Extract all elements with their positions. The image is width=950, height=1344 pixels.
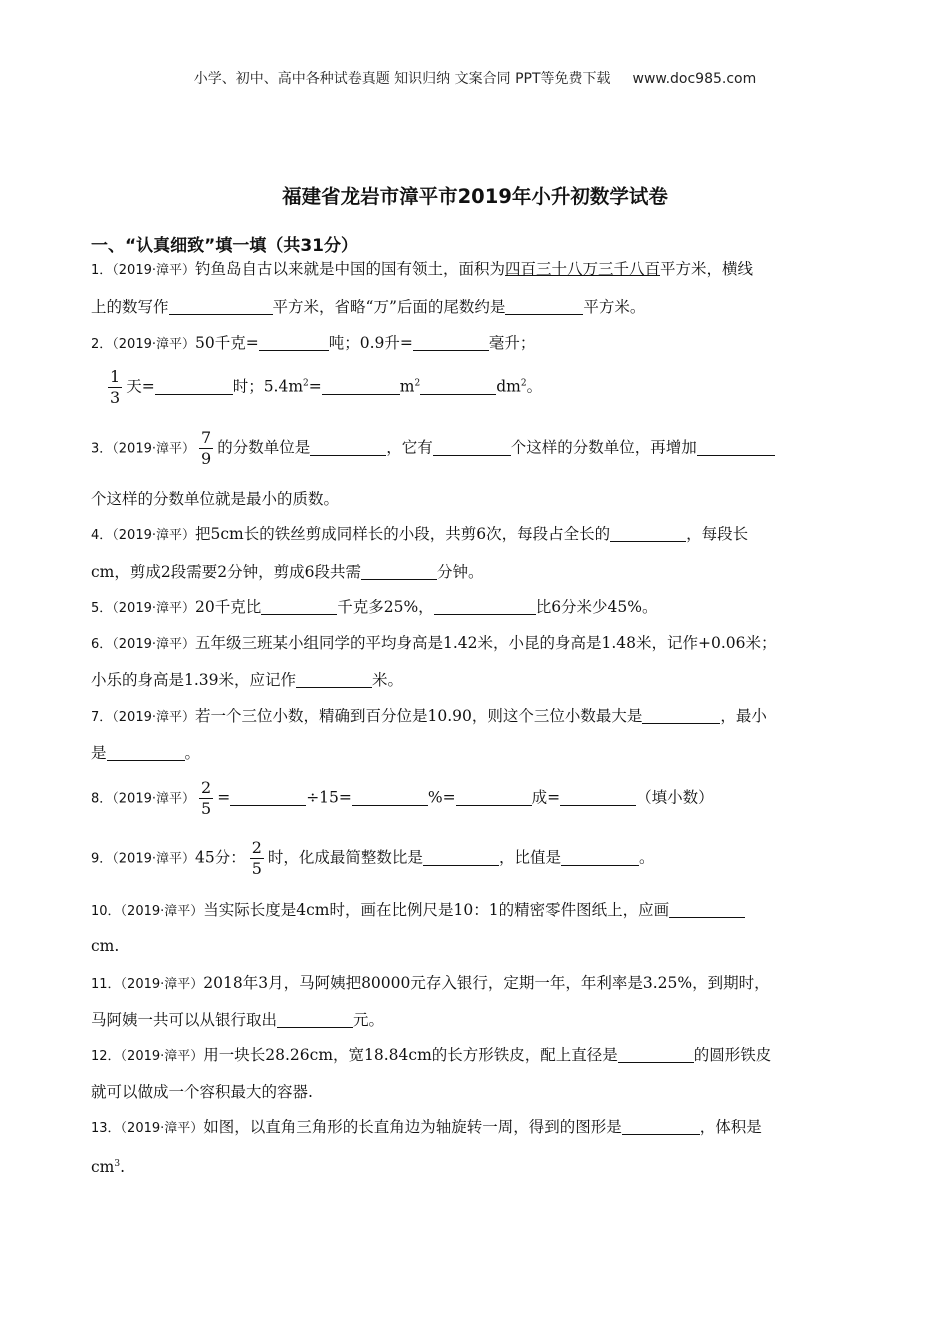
fraction-numerator: 2 [251,838,262,857]
question-number: 8． [91,791,113,807]
question-text: 小乐的身高是1.39米，应记作 [91,671,297,689]
fraction-denominator: 3 [110,388,121,407]
answer-blank[interactable] [642,707,720,724]
question-number: 7． [91,710,113,725]
answer-blank[interactable] [230,789,306,806]
question-text: %= [427,788,456,807]
question-text: m [399,377,415,396]
question-source: （2019·漳平） [112,791,195,807]
page-header [0,68,950,88]
question-text: . [120,1158,126,1177]
question-source: （2019·漳平） [112,601,195,616]
superscript: 2 [303,378,309,389]
answer-blank[interactable] [413,334,489,351]
answer-blank[interactable] [433,439,511,456]
answer-blank[interactable] [277,1011,353,1028]
question-text: 的圆形铁皮 [693,1046,772,1064]
question-text: dm [496,377,521,396]
question-4 [91,524,748,546]
fraction-numerator: 7 [201,428,212,447]
superscript: 3 [114,1159,121,1169]
section-heading: 一、“认真细致”填一填（共31分） [91,236,359,256]
fraction [250,838,264,879]
question-13-cont [91,1154,125,1177]
question-source: （2019·漳平） [120,1121,204,1136]
question-1 [91,259,753,281]
question-text: 毫升； [488,334,536,352]
superscript: 2 [414,378,421,389]
question-4-cont [91,562,483,582]
question-6 [91,633,777,655]
answer-blank[interactable] [456,789,532,806]
question-text: 成= [531,788,561,807]
fraction-numerator: 1 [110,367,121,386]
answer-blank[interactable] [296,671,372,688]
question-source: （2019·漳平） [112,337,195,352]
question-text: 20千克比 [195,598,262,616]
question-3 [91,428,775,469]
question-text: 时，化成最简整数比是 [267,848,423,867]
question-text: 。 [526,377,543,396]
question-text: cm，剪成2段需要2分钟，剪成6段共需 [91,563,361,581]
question-source: （2019·漳平） [120,904,204,919]
question-text: 平方米。 [583,298,646,316]
question-text: ，比值是 [498,848,561,867]
question-number: 9． [91,851,113,867]
question-7-cont [91,743,200,763]
question-text: 千克多25%， [337,598,434,616]
question-number: 3． [91,441,113,457]
answer-blank[interactable] [107,744,185,761]
question-number: 6． [91,637,113,652]
fraction [199,778,213,819]
question-text: 把5cm长的铁丝剪成同样长的小段，共剪6次，每段占全长的 [195,525,611,543]
fraction [108,367,122,408]
question-source: （2019·漳平） [112,528,195,543]
underlined-text: 四百三十八万三千八百 [505,260,661,278]
fraction-denominator: 5 [251,859,262,878]
question-text: 若一个三位小数，精确到百分位是10.90，则这个三位小数最大是 [195,707,643,725]
question-number: 2． [91,337,113,352]
question-text: cm. [91,937,120,955]
question-number: 13． [91,1121,121,1136]
question-source: （2019·漳平） [112,637,195,652]
superscript: 2 [520,378,527,389]
question-1-cont [91,297,645,317]
question-number: 1． [91,263,113,278]
question-10 [91,900,745,922]
question-6-cont [91,670,403,690]
question-number: 12． [91,1049,121,1064]
question-12-cont [91,1082,313,1102]
fraction-numerator: 2 [201,778,212,797]
answer-blank[interactable] [261,598,337,615]
answer-blank[interactable] [423,849,499,866]
question-text: ，每段长 [686,525,749,543]
question-source: （2019·漳平） [112,441,195,457]
question-text: 如图，以直角三角形的长直角边为轴旋转一周，得到的图形是 [203,1118,622,1136]
question-text: 就可以做成一个容积最大的容器. [91,1083,313,1101]
question-source: （2019·漳平） [120,1049,204,1064]
question-text: 时；5.4m [232,377,304,396]
answer-blank[interactable] [560,789,636,806]
answer-blank[interactable] [669,901,745,918]
question-text: 当实际长度是4cm时，画在比例尺是10：1的精密零件图纸上，应画 [203,901,670,919]
fraction-denominator: 9 [201,449,212,468]
question-12 [91,1045,771,1067]
question-text: = [217,788,231,807]
question-text: 。 [184,744,201,762]
header-url[interactable]: www.doc985.com [632,71,757,87]
answer-blank[interactable] [420,378,496,395]
question-source: （2019·漳平） [112,263,195,278]
question-text: 。 [638,848,655,867]
question-7 [91,706,767,728]
question-text: ，它有 [386,438,433,457]
question-text: ，最小 [720,707,767,725]
question-source: （2019·漳平） [120,977,204,992]
question-text: 马阿姨一共可以从银行取出 [91,1011,278,1029]
exam-title: 福建省龙岩市漳平市2019年小升初数学试卷 [282,185,668,208]
question-number: 5． [91,601,113,616]
question-text: = [308,377,322,396]
question-text: 平方米，省略“万”后面的尾数约是 [272,298,506,316]
answer-blank[interactable] [622,1118,700,1135]
question-10-cont [91,936,119,956]
question-11-cont [91,1010,384,1030]
answer-blank[interactable] [259,334,329,351]
question-text: 吨；0.9升= [328,334,413,352]
question-text: 比6分米少45%。 [535,598,658,616]
answer-blank[interactable] [434,598,536,615]
question-text: 上的数写作 [91,298,169,316]
question-text: 钓鱼岛自古以来就是中国的国有领土，面积为 [195,260,506,278]
answer-blank[interactable] [155,378,233,395]
answer-blank[interactable] [561,849,639,866]
question-text: （填小数） [636,788,714,807]
question-8 [91,778,714,819]
question-number: 4． [91,528,113,543]
question-text: 45分： [195,848,246,867]
question-text: 2018年3月，马阿姨把80000元存入银行，定期一年，年利率是3.25%，到期时， [203,974,770,992]
question-text: 个这样的分数单位就是最小的质数。 [91,490,340,508]
question-text: 米。 [372,671,404,689]
question-source: （2019·漳平） [112,851,195,867]
answer-blank[interactable] [310,439,386,456]
question-text: 五年级三班某小组同学的平均身高是1.42米，小昆的身高是1.48米，记作+0.06米； [195,634,777,652]
question-number: 11． [91,977,121,992]
question-text: 元。 [353,1011,385,1029]
question-source: （2019·漳平） [112,710,195,725]
answer-blank[interactable] [697,439,775,456]
question-text: 天= [126,377,155,396]
question-text: ÷15= [306,788,352,807]
answer-blank[interactable] [361,563,437,580]
question-5 [91,597,658,619]
question-3-cont [91,489,339,509]
answer-blank[interactable] [352,789,428,806]
answer-blank[interactable] [322,378,400,395]
answer-blank[interactable] [610,525,686,542]
question-2-cont [104,367,542,408]
question-number: 10． [91,904,121,919]
fraction-denominator: 5 [201,799,212,818]
answer-blank[interactable] [618,1046,694,1063]
question-2 [91,333,535,355]
question-11 [91,973,770,995]
fraction [199,428,213,469]
question-text: 的分数单位是 [217,438,311,457]
question-text: 是 [91,744,107,762]
question-text: 个这样的分数单位，再增加 [510,438,697,457]
question-text: ，体积是 [699,1118,762,1136]
question-text: 平方米，横线 [660,260,754,278]
answer-blank[interactable] [505,298,583,315]
question-13 [91,1117,762,1139]
answer-blank[interactable] [169,298,273,315]
question-text: 分钟。 [436,563,484,581]
question-9 [91,838,654,879]
question-text: cm [91,1158,115,1177]
header-text: 小学、初中、高中各种试卷真题 知识归纳 文案合同 PPT等免费下载 [193,71,611,87]
question-text: 用一块长28.26cm，宽18.84cm的长方形铁皮，配上直径是 [203,1046,618,1064]
question-text: 50千克= [195,334,259,352]
